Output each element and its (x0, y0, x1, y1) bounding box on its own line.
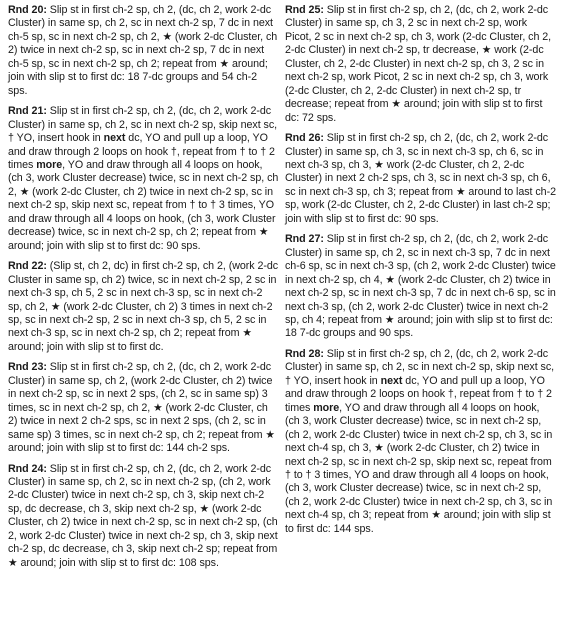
instruction-text: (Slip st, ch 2, dc) in first ch-2 sp, ch 2, (work 2-dc Cluster in same sp, ch 2) twice, sc in next ch-2 sp, 2 sc in next ch-3 sp, ch 5, 2 sc in next ch-3 sp, sc in next ch-2 sp, ch 2, ★ (work 2-dc Cluster, ch 2) 3 times in next ch-2 sp, sc in next ch-2 sp, 2 sc in next ch-3 sp, ch 5, 2 sc in next ch-3 sp, sc in next ch-2 sp, ch 2; repeat from ★ around; join with slip st to first dc. (8, 260, 279, 353)
instruction-text: Slip st in first ch-2 sp, ch 2, (dc, ch 2, work 2-dc Cluster) in same sp, ch 3, sc in next ch-3 sp, ch 6, sc in next ch-3 sp, ch 3, ★ work (2-dc Cluster, ch 2, 2-dc Cluster) in next 2 ch-2 sps, ch 3, sc in next ch-3 sp, ch 6, sc in next ch-3 sp, ch 3; repeat from ★ around to last ch-2 sp, work (2-dc Cluster, ch 2, 2-dc Cluster) in last ch-2 sp; join with slip st to first dc: 90 sps. (285, 132, 556, 225)
emphasis-text: next (103, 132, 126, 145)
round-label: Rnd 25: (285, 4, 324, 16)
emphasis-text: next (380, 374, 403, 387)
round-label: Rnd 23: (8, 361, 47, 374)
emphasis-text: more (313, 401, 340, 414)
round-label: Rnd 26: (285, 132, 324, 145)
instruction-text: Slip st in first ch-2 sp, ch 2, (dc, ch 2, work 2-dc Cluster) in same sp, ch 3, 2 sc in next ch-2 sp, work Picot, 2 sc in next ch-2 sp, ch 3, work (2-dc Cluster, ch 2, 2-dc Cluster) in next ch-2 sp, tr decrease, ★ work (2-dc Cluster, ch 2, 2-dc Cluster) in next ch-2 sp, ch 3, 2 sc in next ch-2 sp, work Picot, 2 sc in next ch-2 sp, ch 3, work (2-dc Cluster, ch 2, 2-dc Cluster) in next ch-2 sp, tr decrease; repeat from ★ around; join with slip st to first dc: 72 sps. (285, 4, 552, 124)
instruction-text: dc, YO and pull up a loop, YO and draw through 2 loops on hook †, repeat from † to † 2 times (8, 132, 275, 171)
round-instruction (285, 132, 556, 226)
round-instruction (8, 4, 279, 98)
left-column (8, 4, 279, 640)
round-instruction (8, 463, 279, 571)
round-label: Rnd 22: (8, 260, 47, 273)
instruction-text: Slip st in first ch-2 sp, ch 2, (dc, ch 2, work 2-dc Cluster) in same sp, ch 2, sc in next ch-3 sp, 7 dc in next ch-6 sp, sc in next ch-3 sp, (ch 2, work 2-dc Cluster) twice in next ch-2 sp, ch 4, ★ (work 2-dc Cluster, ch 2) twice in next ch-2 sp, sc in next ch-3 sp, 7 dc in next ch-6 sp, sc in next ch-3 sp, (ch 2, work 2-dc Cluster) twice in next ch-2 sp, ch 4; repeat from ★ around; join with slip st to first dc: 18 7-dc groups and 90 sps. (285, 233, 556, 340)
round-instruction (285, 4, 556, 125)
round-instruction (8, 105, 279, 253)
instruction-text: Slip st in first ch-2 sp, ch 2, (dc, ch 2, work 2-dc Cluster) in same sp, ch 2, sc in next ch-2 sp, skip next sc, † YO, insert hook in (8, 105, 278, 145)
round-instruction (285, 348, 556, 536)
instruction-text: Slip st in first ch-2 sp, ch 2, (dc, ch 2, work 2-dc Cluster) in same sp, ch 2, sc in next ch-2 sp, skip next sc, † YO, insert hook in (285, 347, 555, 387)
instruction-text: , YO and draw through all 4 loops on hook, (ch 3, work Cluster decrease) twice, sc in next ch-2 sp, ch 2, ★ (work 2-dc Cluster, ch 2) twice in next ch-2 sp, sc in next ch-2 sp, skip next sc, repeat from † to † 3 times, YO and draw through all 4 loops on hook, (ch 3, work Cluster decrease) twice, sc in next ch-2 sp, ch 2; repeat from ★ around; join with slip st to first dc: 90 sps. (8, 158, 279, 252)
instruction-text: Slip st in first ch-2 sp, ch 2, (dc, ch 2, work 2-dc Cluster) in same sp, ch 2, sc in next ch-2 sp, 7 dc in next ch-5 sp, sc in next ch-2 sp, ch 2, ★ (work 2-dc Cluster, ch 2) twice in next ch-2 sp, sc in next ch-2 sp, 7 dc in next ch-5 sp, sc in next ch-2 sp, ch 2; repeat from ★ around; join with slip st to first dc: 18 7-dc groups and 54 ch-2 sps. (8, 4, 278, 97)
instruction-text: , YO and draw through all 4 loops on hook, (ch 3, work Cluster decrease) twice, sc in next ch-2 sp, (ch 2, work 2-dc Cluster) twice in next ch-2 sp, ch 3, sc in next ch-4 sp, ch 3, ★ (work 2-dc Cluster, ch 2) twice in next ch-2 sp, sc in next ch-2 sp, skip next sc, repeat from † to † 3 times, YO and draw through all 4 loops on hook, (ch 3, work Cluster decrease) twice, sc in next ch-2 sp, (ch 2, work 2-dc Cluster) twice in next ch-2 sp, ch 3, sc in next ch-4 sp, ch 3; repeat from ★ around; join with slip st to first dc: 144 sps. (285, 401, 553, 535)
round-label: Rnd 21: (8, 105, 47, 118)
instruction-text: Slip st in first ch-2 sp, ch 2, (dc, ch 2, work 2-dc Cluster) in same sp, ch 2, sc in next ch-2 sp, (ch 2, work 2-dc Cluster) twice in next ch-2 sp, ch 3, skip next ch-2 sp, dc decrease, ch 3, skip next ch-2 sp, ★ (work 2-dc Cluster, ch 2) twice in next ch-2 sp, sc in next ch-2 sp, (ch 2, work 2-dc Cluster) twice in next ch-2 sp, ch 3, skip next ch-2 sp, dc decrease, ch 3, skip next ch-2 sp; repeat from ★ around; join with slip st to first dc: 108 sps. (8, 462, 278, 569)
round-label: Rnd 27: (285, 233, 324, 246)
round-label: Rnd 28: (285, 347, 324, 360)
round-instruction (8, 260, 279, 354)
instruction-text: dc, YO and pull up a loop, YO and draw through 2 loops on hook †, repeat from † to † 2 times (285, 374, 552, 414)
emphasis-text: more (36, 158, 63, 171)
instruction-text: Slip st in first ch-2 sp, ch 2, (dc, ch 2, work 2-dc Cluster) in same sp, ch 2, (work 2-dc Cluster, ch 2) twice in next ch-2 sp, sc in next 2 sps, (ch 2, sc in same sp) 3 times, sc in next ch-2 sp, ch 2, ★ (work 2-dc Cluster, ch 2) twice in next 2 ch-2 sps, sc in next 2 sps, (ch 2, sc in same sp) 3 times, sc in next ch-2 sp, ch 2; repeat from ★ around; join with slip st to first dc: 144 ch-2 sps. (8, 361, 275, 455)
round-instruction (285, 233, 556, 341)
round-label: Rnd 24: (8, 462, 47, 475)
round-label: Rnd 20: (8, 4, 47, 16)
right-column (285, 4, 556, 640)
round-instruction (8, 361, 279, 455)
